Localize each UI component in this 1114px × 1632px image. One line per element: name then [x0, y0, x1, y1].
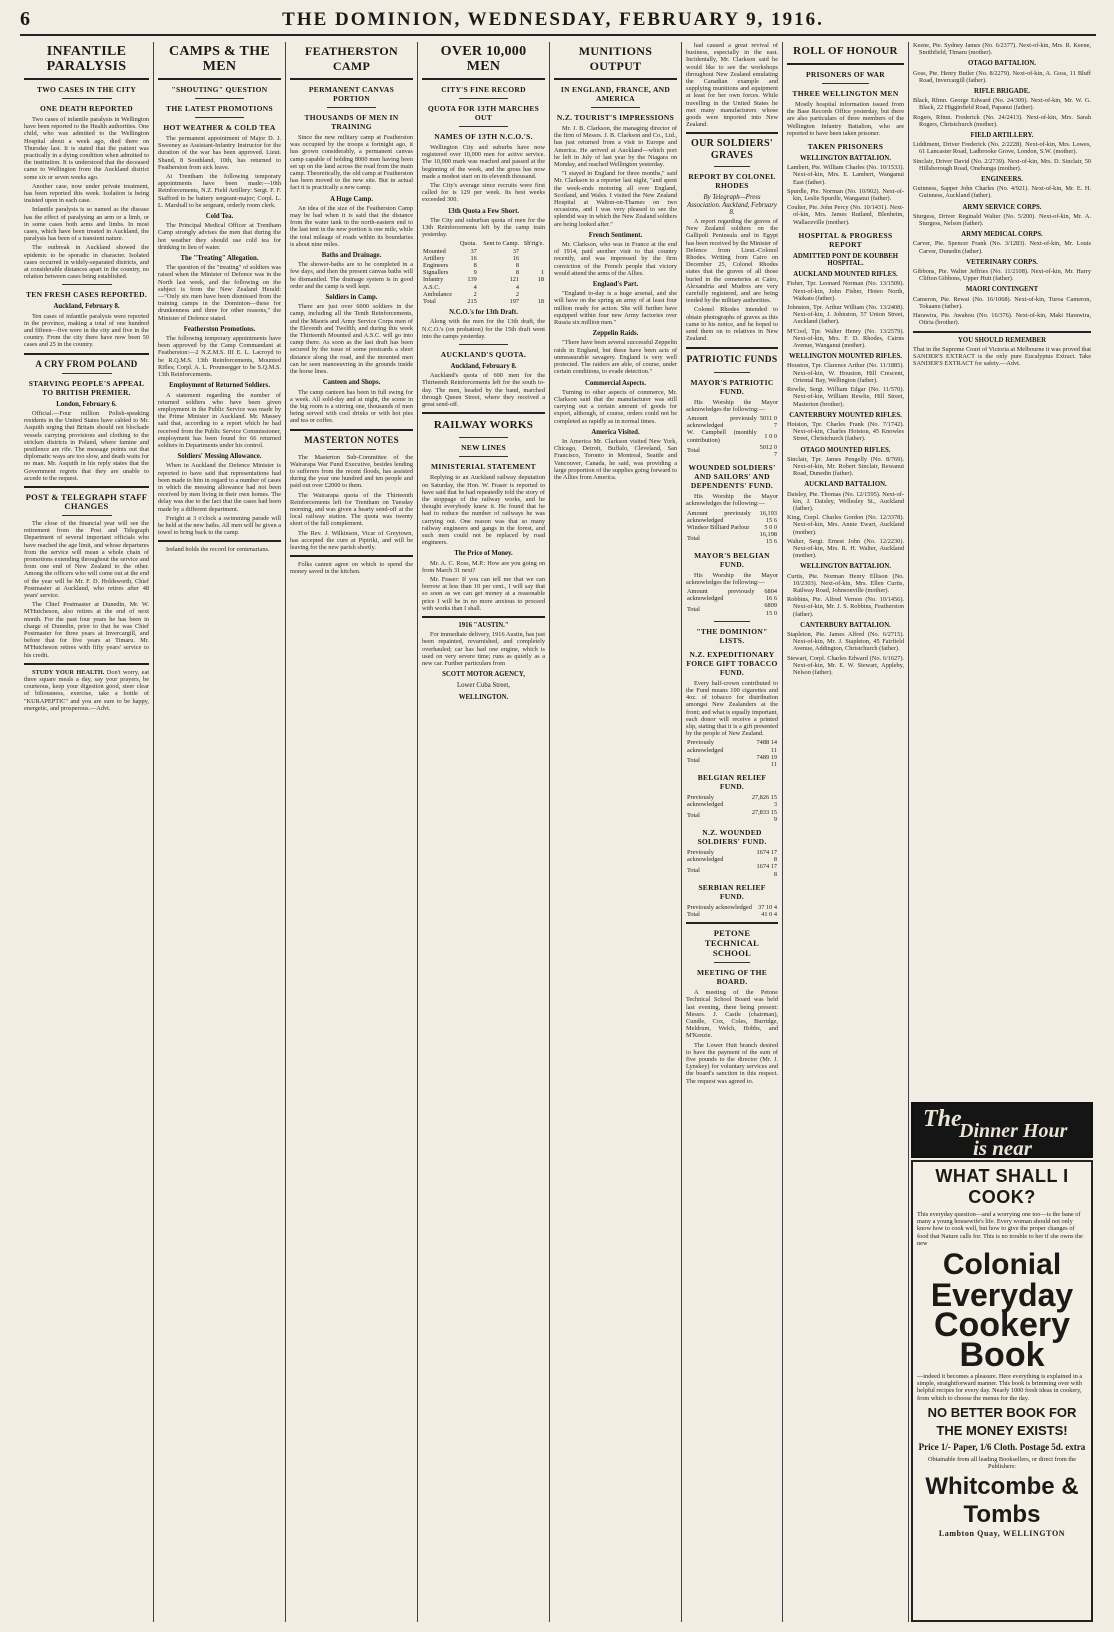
article-paragraph: The following temporary appointments have been approved by the Camp Commandant at Featherston:—2 N.Z.M.S. III E. L. Lacroyd to be R.Q.M.S. 13th Reinforcements, Mounted Rifles; Corpl. A. L. Prounsegger to be S.Q.M.S. 13th Reinforcements. — [158, 335, 281, 379]
article-paragraph: The Rev. J. Wilkinson, Vicar of Greytown, has accepted the cure at Pipiriki, and will be leaving for the new parish shortly. — [290, 529, 413, 551]
fund-table — [686, 904, 778, 918]
article-paragraph: Folks cannot agree on which to spend the money saved in the kitchen. — [290, 561, 413, 576]
subhead: POST & TELEGRAPH STAFF CHANGES — [25, 491, 148, 511]
subhead: TAKEN PRISONERS — [807, 142, 884, 152]
side-heading: N.C.O.'s for 13th Draft. — [449, 309, 518, 317]
list-item: Lambert, Pte. William Charles (No. 10/1533). Next-of-kin, Mrs. E. Lambert, Wanganui East (father). — [787, 164, 904, 186]
unit-heading: WELLINGTON BATTALION. — [799, 563, 892, 571]
unit-heading: CANTERBURY MOUNTED RIFLES. — [789, 411, 902, 419]
list-item: Stewart, Corpl. Charles Edward (No. 6/1627). Next-of-kin, Mr. E. W. Stewart, Appleby, Nelson (father). — [787, 654, 904, 676]
article-paragraph: The permanent appointment of Major D. J. Sweeney as Assistant-Infantry Instructor for the duration of the war has been approved. Lieut. Shand, 8 Southland, 10th, has returned to Featherston from sick leave. — [158, 135, 281, 171]
subhead: NEW LINES — [461, 443, 506, 453]
table-row: Engineers 8 8 — [423, 262, 520, 270]
table-row: Amount previously acknowledged 5011 0 7 — [687, 414, 777, 430]
unit-heading: RIFLE BRIGADE. — [974, 88, 1030, 96]
ad-line: is near — [973, 1136, 1032, 1158]
ad-text: Don't worry, eat three square meals a day, say your prayers, be courteous, keep your digestion good, steer clear of biliousness, exercise, take a bottle of "KURAPEPTIC" and you are sure to be happy, energetic, and prosperous.—Advt. — [24, 668, 150, 712]
subhead: MEETING OF THE BOARD. — [696, 968, 768, 987]
publisher-address: Lambton Quay, WELLINGTON — [938, 1529, 1066, 1539]
list-item: Hoiston, Tpr. Charles Frank (No. 7/1742). Next-of-kin, Charles Hoiston, 45 Knowles Street, Christchurch (father). — [787, 420, 904, 443]
table-total-row: Total 41 0 4 — [687, 911, 777, 919]
subhead: HOT WEATHER & COLD TEA — [163, 123, 276, 132]
side-heading: The Price of Money. — [454, 550, 513, 558]
article-paragraph: A statement regarding the number of returned soldiers who have been given employment in the Public Service was made by the Prime Minister in Auckland. Mr. Massey said that, according to a report which he had received from the Public Service Commissioner, employment has been found for 66 returned soldiers in Departments under his control. — [158, 391, 281, 449]
table-row: Mounted 37 37 — [423, 247, 520, 255]
table-total-row: Total 215 197 18 — [423, 298, 544, 306]
article-paragraph: Mostly hospital information issued from the Base Records Office yesterday, but there are also particulars of three members of the Wellington Infantry Battalion, who are reported to have been taken prisoner. — [787, 101, 904, 137]
article-paragraph: Auckland's quota of 600 men for the Thirteenth Reinforcements left for the south to-day. The men, headed by the band, marched through Queen Street, where they received a great send-off. — [422, 372, 545, 409]
subhead: NAMES OF 13TH N.C.O.'S. — [434, 132, 533, 141]
headline-petone-school: PETONE TECHNICAL SCHOOL — [704, 928, 760, 959]
subhead: N.Z. EXPEDITIONARY FORCE GIFT TOBACCO FUND. — [686, 649, 778, 677]
side-heading: Baths and Drainage. — [321, 252, 382, 260]
fund-intro: His Worship the Mayor acknowledges the following:— — [686, 398, 778, 413]
ad-heading: 1916 "AUSTIN." — [458, 621, 509, 629]
article-paragraph: Freight at 3 o'clock a swimming parade will be held at the new baths. All men will be given a towel to bring back to the camp. — [158, 514, 281, 537]
list-item: M'Cool, Tpr. Walter Henry (No. 13/2579). Next-of-kin, Mrs. F. D. Rhodes, Cairns Avenue, Wanganui (mother). — [787, 327, 904, 350]
article-paragraph: Colonel Rhodes intended to obtain photographs of graves as this came to his notice, and he hoped to send them on to relatives in New Zealand. — [686, 306, 778, 343]
list-item: Curtis, Pte. Norman Henry Ellison (No. 10/2303). Next-of-kin, Mrs. Ellen Curtis, Railway Road, Johnsonville (mother). — [787, 572, 904, 594]
side-heading: The "Treating" Allegation. — [180, 255, 259, 263]
subhead: MASTERTON NOTES — [304, 434, 399, 445]
ad-name: SCOTT MOTOR AGENCY, — [442, 671, 525, 679]
unit-heading: MAORI CONTINGENT — [965, 286, 1039, 294]
table-row: Previously acknowledged 1674 17 8 — [687, 849, 777, 864]
fund-table — [686, 794, 778, 823]
headline-camps: CAMPS & THE MEN — [168, 44, 271, 74]
list-item: Spurdle, Pte. Norman (No. 10/902). Next-of-kin, Leslie Spurdle, Wanganui (father). — [787, 187, 904, 203]
article-paragraph: "England to-day is a huge arsenal, and she will have on the spring an army of at least four million ready for action. She will further have equipped within four new Army factories over Russia six million men." — [554, 290, 677, 327]
fund-table — [686, 739, 778, 768]
article-paragraph: Mr. A. C. Ross, M.P.: How are you going on from March 31 next? — [422, 559, 545, 574]
dateline: London, February 6. — [56, 400, 117, 408]
article-paragraph: "There have been several successful Zeppelin raids in England, but these have been acts of unmeasurable savagery. England is very well protected. The raiders are able, of course, under certain conditions, to evade detection." — [554, 339, 677, 376]
subhead: WOUNDED SOLDIERS' AND SAILORS' AND DEPENDENTS' FUND. — [688, 463, 776, 491]
publisher-name: Whitcombe & Tombs — [925, 1473, 1079, 1529]
list-item: Rogers, Rfmn. Frederick (No. 24/2413). Next-of-kin, Mrs. Sarah Rogers, Christchurch (mother). — [913, 113, 1091, 128]
headline-featherston: FEATHERSTON CAMP — [305, 44, 398, 73]
subhead: A CRY FROM POLAND — [35, 358, 138, 369]
ad-line: The — [923, 1106, 962, 1132]
list-item: Coulter, Pte. John Percy (No. 10/1431). Next-of-kin, Mrs. James Rutland, Blenheim, Wallaceville (mother). — [787, 204, 904, 226]
table-row: Artillery 16 16 — [423, 254, 520, 262]
column-3 — [286, 42, 417, 1622]
table-row: Previously acknowledged 37 10 4 — [687, 903, 777, 911]
article-paragraph: The City's average since recruits were first called for is 129 per week. Its best weeks exceeded 300. — [422, 182, 545, 204]
article-paragraph: There are just over 6000 soldiers in the camp, including all the Tenth Reinforcements, and the Maoris and Army Service Corps men of the Eleventh and Twelfth, and during this week the Thirteenth Mounted and A.S.C. will go into camp there. As soon as the last draft has been secured by the issue of some postcards a short distance along the road, and the mounted men can be seen manoeuvring in the grounds inside the horse lines. — [290, 303, 413, 376]
ad-blurb: —indeed it becomes a pleasure. Here everything is explained in a simple, straightforward manner. This book is brimming over with helpful recipes for every day. Nearly 1000 fresh ideas in cookery, from which to choose the menus for the day. — [917, 1373, 1083, 1402]
article-paragraph: Official.—Four million Polish-speaking residents in the United States have cabled to Mr. Asquith urging that Britain should not blockade vessels carrying provisions and clothing to the stricken districts in Poland, where famine and pestilence are rife. The message points out that diplomatic ways are too slow, and death waits for no man. Mr. Asquith in his reply states that the Government regrets that they are unable to accede to the request. — [24, 409, 149, 482]
ad-obtain: Obtainable from all leading Booksellers, or direct from the Publishers: — [927, 1455, 1077, 1471]
subhead: THE LATEST PROMOTIONS — [166, 104, 273, 113]
ad-question: WHAT SHALL I COOK? — [935, 1166, 1069, 1207]
table-row: W. Campbell (monthly contribution) 1 0 0 — [687, 429, 777, 444]
side-heading: 13th Quota a Few Short. — [447, 207, 520, 215]
ad-text: For immediate delivery, 1916 Austin, has just been repainted, revarnished, and completely overhauled; car has had one engine, which is used on very severe time; runs as quietly as a new car. Further particulars from — [422, 631, 545, 667]
article-paragraph: The Chief Postmaster at Dunedin, Mr. W. M'Hutcheson, also retires at the end of next month. For the past four years he has been in charge of Dunedin, prior to that he was Chief Postmaster for three years at Invercargill, and before that for five years at Timaru. Mr. M'Hutcheson retires with fifty years' service to his credit. — [24, 601, 149, 659]
book-title-line: Colonial — [942, 1248, 1062, 1282]
table-row: A.S.C. 4 4 — [423, 283, 520, 291]
list-item: Walter, Sergt. Ernest John (No. 12/2230). Next-of-kin, Mrs. R. H. Walter, Auckland (mother). — [787, 537, 904, 560]
column-5 — [550, 42, 681, 1622]
side-heading: Commercial Aspects. — [584, 379, 647, 387]
table-row: Signallers 9 8 1 — [423, 269, 544, 277]
article-paragraph: Ireland holds the record for centenarians. — [166, 546, 270, 554]
article-paragraph: The camp canteen has been in full swing for a week. All sold-day and at night, the scene in the big room is a stirring one, thousands of men being served with cool drinks or with hot pies and tea or coffee. — [290, 388, 413, 425]
list-item: Harawira, Pte. Awahou (No. 16/376). Next-of-kin, Maki Harawira, Otiria (brother). — [913, 312, 1091, 327]
subhead: PERMANENT CANVAS PORTION — [308, 85, 395, 103]
subhead: N.Z. TOURIST'S IMPRESSIONS — [556, 113, 675, 122]
table-row: Previously acknowledged 7488 14 11 — [687, 739, 777, 754]
unit-heading: WELLINGTON MOUNTED RIFLES. — [789, 353, 902, 361]
unit-heading: OTAGO BATTALION. — [968, 60, 1036, 68]
unit-heading: ENGINEERS. — [981, 176, 1023, 184]
table-total-row: Total 27,833 15 9 — [687, 808, 777, 823]
ad-price: Price 1/- Paper, 1/6 Cloth. Postage 5d. extra — [918, 1441, 1086, 1452]
article-paragraph: Ten cases of infantile paralysis were reported in the province, making a total of one hundred and fifteen—five were in the city and five in the country. From the city there have now been 50 cases and 25 in the country. — [24, 312, 149, 349]
dateline: Auckland, February 8. — [450, 363, 517, 371]
unit-heading: OTAGO MOUNTED RIFLES. — [800, 446, 891, 454]
side-heading: French Sentiment. — [588, 231, 643, 239]
subhead: "THE DOMINION" LISTS. — [696, 626, 768, 645]
article-paragraph: Turning to other aspects of commerce, Mr. Clarkson said that the manufacturer was still carrying out a certain amount of goods for export, although, of course, orders could not be completed as rapidly as in normal times. — [554, 388, 677, 425]
subhead: STARVING PEOPLE'S APPEAL TO BRITISH PREMIER. — [28, 378, 145, 397]
headline-infantile-paralysis: INFANTILE PARALYSIS — [46, 44, 127, 74]
article-paragraph: Mr. J. B. Clarkson, the managing director of the firm of Messrs. J. B. Clarkson and Co., Ltd., has just returned from a visit to Europe and America. He arrived at Auckland—which port he left in July of last year by the Niagara on Monday, and reached Wellington yesterday. — [554, 125, 677, 169]
list-item: Black, Rfmn. George Edward (No. 24/309). Next-of-kin, Mr. W. G. Black, 22 Higginfield Road, Papanui (father). — [913, 97, 1091, 112]
side-heading: America Visited. — [591, 428, 640, 436]
subhead: THREE WELLINGTON MEN — [792, 89, 899, 98]
fund-intro: His Worship the Mayor acknowledges the following:— — [686, 571, 778, 586]
unit-heading: ARMY SERVICE CORPS. — [962, 203, 1042, 211]
list-item: King, Corpl. Charles Gordon (No. 12/3378). Next-of-kin, Mrs. Annie Ewart, Auckland (mother). — [787, 514, 904, 536]
article-paragraph: A meeting of the Petone Technical School Board was held last evening, there being present: Messrs. J. Castle (chairman), Cundle, Cox, Coles, Burridge, Meldrum, Welch, Hobbs, and M'Kenzie. — [686, 989, 778, 1040]
table-total-row: Total 16,198 15 6 — [687, 531, 777, 546]
unit-heading: WELLINGTON BATTALION. — [799, 155, 892, 163]
dinner-hour-advert — [911, 1102, 1093, 1158]
list-item: Sinclair, Driver David (No. 2/2739). Next-of-kin, Mrs. D. Sinclair, 50 Hillsborough Road, Onehunga (mother). — [913, 157, 1091, 172]
column-1 — [20, 42, 153, 1622]
unit-heading: FIELD ARTILLERY. — [970, 132, 1034, 140]
column-6 — [682, 42, 782, 1622]
article-paragraph: Two cases of infantile paralysis in Wellington have been reported to the Health authorities. One child, who was admitted to the Wellington Hospital about a week ago, died there on Thursday last. It is stated that the patient was practically in a dying condition when admitted to the institution. It is understood that the deceased came to Wellington from the Auckland district some six or seven weeks ago. — [24, 116, 149, 181]
list-item: Stapleton, Pte. James Alfred (No. 6/2715). Next-of-kin, Mr. J. Stapleton, 45 Fairfield Avenue, Addington, Christchurch (father). — [787, 630, 904, 653]
unit-heading: CANTERBURY BATTALION. — [800, 621, 891, 629]
article-paragraph: The Lower Hutt branch desired to have the payment of the sum of five pounds to the director (Mr. J. Lynskey) for voluntary services and the board's sanction in this respect. The request was agreed to. — [686, 1041, 778, 1085]
ad-slogan: THE MONEY EXISTS! — [936, 1422, 1068, 1438]
book-title-line: Everyday — [930, 1277, 1074, 1314]
fund-table — [686, 588, 778, 617]
article-paragraph: had caused a great revival of business, especially in the east. Incidentally, Mr. Clarkson said he would like to see the workshops throughout New Zealand emulating the Canadian example and supplying munitions and equipment at least for her own forces. While travelling in the United States he met many manufacturers whose goods were imported into New Zealand. — [686, 42, 778, 129]
side-heading: Soldiers in Camp. — [325, 294, 378, 302]
subhead: QUOTA FOR 13TH MARCHES OUT — [427, 104, 540, 122]
article-paragraph: Infantile paralysis is so named as the disease has the effect of paralysing an arm or a limb, or in some cases both arms and limbs. In most cases, which have been treated in Auckland, the paralysis has been of a transient nature. — [24, 206, 149, 243]
subhead: N.Z. WOUNDED SOLDIERS' FUND. — [697, 828, 767, 847]
fund-table — [686, 510, 778, 546]
subhead: TWO CASES IN THE CITY — [36, 85, 137, 94]
table-row: Infantry 139 121 18 — [423, 276, 544, 284]
unit-heading: VETERINARY CORPS. — [966, 258, 1038, 266]
advertisement — [24, 669, 149, 712]
article-paragraph: The Principal Medical Officer at Trentham Camp strongly advises the men that during the hot weather they should use cold tea for drinking in lieu of water. — [158, 222, 281, 251]
headline-patriotic-funds: PATRIOTIC FUNDS — [686, 354, 778, 365]
headline-railway-works: RAILWAY WORKS — [433, 419, 534, 432]
fund-intro: His Worship the Mayor acknowledges the following:— — [686, 493, 778, 508]
quota-table — [422, 240, 545, 305]
table-total-row: Total 7489 19 11 — [687, 753, 777, 768]
subhead: ONE DEATH REPORTED — [40, 104, 133, 113]
list-item: Gibbons, Pte. Walter Jeffries (No. 11/2108). Next-of-kin, Mr. Harry Clifton Gibbons, Upper Hutt (father). — [913, 268, 1091, 283]
subhead: MAYOR'S BELGIAN FUND. — [694, 550, 770, 569]
side-heading: England's Part. — [592, 281, 639, 289]
table-total-row: Total 1674 17 8 — [687, 863, 777, 878]
headline-munitions: MUNITIONS OUTPUT — [578, 44, 653, 73]
headline-soldiers-graves: OUR SOLDIERS' GRAVES — [691, 138, 773, 162]
list-item: Sturgess, Driver Reginald Walter (No. 5/200). Next-of-kin, Mr. A. Sturgess, Nelson (father). — [913, 212, 1091, 228]
side-heading: Featherston Promotions. — [183, 325, 256, 333]
article-paragraph: Another case, now under private treatment, has been reported this week. Isolation is being insisted upon in each case. — [24, 182, 149, 205]
headline-over-10000: OVER 10,000 MEN — [440, 44, 527, 74]
ad-heading: STUDY YOUR HEALTH. — [32, 668, 105, 676]
ad-city: WELLINGTON. — [458, 693, 509, 701]
list-item: Carver, Pte. Spencer Frank (No. 3/1283). Next-of-kin, Mr. Louis Carver, Dunedin (father). — [913, 240, 1091, 255]
ad-slogan: NO BETTER BOOK FOR — [927, 1404, 1077, 1420]
masthead — [20, 8, 1096, 36]
list-item: Liddiment, Driver Frederick (No. 2/2228). Next-of-kin, Mrs. Lowes, 61 Lancaster Road, Ladbrooke Grove, London, S.W. (mother). — [913, 141, 1091, 156]
dateline: By Telegraph—Press Association. Auckland, February 8. — [687, 194, 777, 216]
ad-intro: This everyday question—and a worrying one too—is the bane of many a young housewife's life. Every woman should not only know how to cook well, but how to give the proper changes of food that Nature calls for. This is no trouble to her if she owns the new — [917, 1211, 1083, 1247]
article-paragraph: Since the new military camp at Featherston was occupied by the troops a fortnight ago, it has grown considerably, a permanent canvas camp capable of holding 8000 men having been set up on the land across the road from the main camp. Theoretically, the old camp at Featherston has been moved to the new site. But in actual fact it is practically a new camp. — [290, 134, 413, 192]
subhead: TEN FRESH CASES REPORTED. — [25, 290, 147, 300]
article-paragraph: The Masterton Sub-Committee of the Wairarapa War Fund Executive, besides lending to sufferers from the recent floods, has assisted during the year one hundred and ten people and paid out over £2000 to them. — [290, 453, 413, 490]
article-paragraph: An idea of the size of the Featherston Camp may be had when it is said that the distance from the water tank in the north-eastern end to the last tent in the new portion is one mile, while the total mileage of roads within its boundaries is about nine miles. — [290, 204, 413, 248]
list-item: Houston, Tpr. Clarence Arthur (No. 11/1885). Next-of-kin, W. Houston, Hill Crescent, Oriental Bay, Wellington (father). — [787, 362, 904, 384]
table-row: Amount previously acknowledged 16,193 15 6 — [687, 509, 777, 524]
table-header-row: Quota. Sent to Camp. Sh'rtg'e. — [459, 240, 544, 248]
article-paragraph: The shower-baths are to be completed in a few days, and then the present canvas baths will be dismantled. The drainage system is in good order and the camp is well kept. — [290, 261, 413, 290]
list-item: Daisley, Pte. Thomas (No. 12/1595). Next-of-kin, J. Daisley, Wellesley St., Auckland (father). — [787, 490, 904, 512]
subhead: HOSPITAL & PROGRESS REPORT — [798, 230, 893, 249]
subhead: THOUSANDS OF MEN IN TRAINING — [304, 113, 399, 131]
subhead: MAYOR'S PATRIOTIC FUND. — [690, 377, 774, 396]
article-paragraph: In America Mr. Clarkson visited New York, Chicago, Detroit, Buffalo, Cleveland, San Francisco, Toronto in Montreal, Seattle and Vancouver, Canada, he said, was providing a large proportion of the supplies going forward to the Allies from America. — [554, 437, 677, 481]
ad-address: Lower Cuba Street, — [456, 682, 511, 690]
list-item: Fisher, Tpr. Leonard Norman (No. 13/1509). Next-of-kin, John Fisher, Hoteo North, Waikato (father). — [787, 280, 904, 302]
subhead: AUCKLAND'S QUOTA. — [440, 350, 527, 360]
subhead: REPORT BY COLONEL RHODES — [688, 172, 776, 191]
ad-line: Dinner Hour — [959, 1120, 1068, 1142]
article-paragraph: The close of the financial year will see the retirement from the Post and Telegraph Department of several important officials who have reached the age limit, and whose departures from the service will mean a whole chain of promotions extending throughout the service and from one end of New Zealand to the other. Among the officers who will come out at the end of the year will be Mr. F. D. Holdsworth, Chief Postmaster at Auckland, who retires after 48 years' service. — [24, 519, 149, 599]
list-item: Keene, Pte. Sydney James (No. 6/2377). Next-of-kin, Mrs. R. Keene, Smithfield, Timaru (mother). — [913, 42, 1091, 57]
column-4 — [418, 42, 549, 1622]
article-paragraph: Mr. Fraser: If you can tell me that we can borrow at less than 10 per cent., I will say that so soon as we can get money at a reasonable price I will be in no more anxious to proceed with works than I shall. — [422, 575, 545, 612]
side-heading: A Huge Camp. — [330, 195, 373, 203]
table-row: Previously acknowledged 27,826 15 3 — [687, 794, 777, 809]
column-2 — [154, 42, 285, 1622]
article-paragraph: When in Auckland the Defence Minister is reported to have said that representations had been made to him in regard to a number of cases in which the messing allowance had not been received by men living in their own homes. The delay was due to the fact that the cases had been made by a different department. — [158, 462, 281, 513]
fund-table — [686, 849, 778, 878]
table-total-row: Total 6809 15 0 — [687, 602, 777, 617]
article-paragraph: Along with the men for the 13th draft, the N.C.O.'s (on probation) for the 15th draft went into the camps yesterday. — [422, 318, 545, 340]
table-row: Ambulance 2 2 — [423, 290, 520, 298]
unit-heading: ARMY MEDICAL CORPS. — [961, 231, 1043, 239]
list-item: Guinness, Sapper John Charles (No. 4/921). Next-of-kin, Mr. E. H. Guinness, Auckland (father). — [913, 185, 1091, 200]
article-paragraph: The Wairarapa quota of the Thirteenth Reinforcements left for Trentham on Tuesday morning, and was given a hearty send-off at the local railway station. The quota was twenty short of the full complement. — [290, 491, 413, 528]
article-paragraph: A report regarding the graves of New Zealand soldiers on the Gallipoli Peninsula and in Egypt has been received by the Minister of Defence from Lieut.-Colonel Rhodes. Writing from Cairo on December 25, Colonel Rhodes states that the graves of all those buried in the cemeteries at Cairo, Alexandria and Mudros are very carefully registered, and are being tended by the military authorities. — [686, 218, 778, 305]
cookery-book-advert — [911, 1160, 1093, 1622]
list-item: Johnston, Tpr. Arthur William (No. 13/2408). Next-of-kin, J. Johnston, 57 Union Street, Auckland (father). — [787, 304, 904, 326]
subhead: IN ENGLAND, FRANCE, AND AMERICA — [560, 85, 671, 103]
subhead: MINISTERIAL STATEMENT — [430, 462, 536, 472]
list-item: Cameron, Pte. Rewai (No. 16/1068). Next-of-kin, Turoa Cameron, Tokaanu (father). — [913, 295, 1091, 310]
article-paragraph: "I stayed in England for three months," said Mr. Clarkson to a reporter last night, "and spent the week-ends motoring all over England, Scotland, and Wales. I visited the New Zealand Hospital at Walton-on-Thames on two occasions, and I was very pleased to see the splendid way in which the New Zealand soldiers are being looked after." — [554, 170, 677, 228]
unit-heading: ADMITTED PONT DE KOUBBEH HOSPITAL. — [792, 252, 899, 268]
list-item: Sinclair, Tpr. James Pengelly (No. 8/769). Next-of-kin, Mr. Robert Sinclair, Rewanui Road, Dunedin (father). — [787, 455, 904, 478]
column-8 — [909, 42, 1095, 1098]
table-row: Amount previously acknowledged 6804 16 6 — [687, 587, 777, 603]
ad-text: That in the Supreme Court of Victoria at Melbourne it was proved that SANDER'S EXTRACT is the only pure Eucalyptus Extract. Take SANDER'S EXTRACT for safety.—Advt. — [913, 345, 1091, 368]
subhead: CITY'S FINE RECORD — [441, 85, 526, 94]
fund-table — [686, 415, 778, 458]
ad-heading: YOU SHOULD REMEMBER — [958, 336, 1046, 344]
column-7 — [783, 42, 908, 1622]
article-paragraph: The question of the "treating" of soldiers was raised when the Minister of Defence was in the North last week, and the following on the subject is from the New Zealand Herald:—"Only six men have been dismissed from the training camps in the Dominion—these for drunkenness and three for other reasons," the Minister of Defence stated. — [158, 264, 281, 322]
dateline: Auckland, February 8. — [53, 303, 120, 311]
side-heading: Soldiers' Messing Allowance. — [177, 453, 262, 461]
unit-heading: AUCKLAND MOUNTED RIFLES. — [793, 271, 898, 279]
book-title-line: Cookery Book — [933, 1306, 1071, 1375]
subhead: SERBIAN RELIEF FUND. — [698, 882, 766, 901]
side-heading: Employment of Returned Soldiers. — [169, 382, 270, 390]
list-item: Goss, Pte. Henry Butler (No. 8/2279). Next-of-kin, A. Goss, 11 Bluff Road, Invercargill (father). — [913, 69, 1091, 84]
masthead-title: THE DOMINION, WEDNESDAY, FEBRUARY 9, 1916. — [282, 9, 824, 30]
table-row: Windsor Billiard Parlour 5 0 0 — [687, 523, 777, 531]
side-heading: Canteen and Shops. — [322, 379, 381, 387]
article-paragraph: Wellington City and suburbs have now registered over 10,000 men for active service. The 10,000 mark was reached and passed at the beginning of the week, and the gross has now made a modest start on its eleventh thousand. — [422, 144, 545, 180]
article-paragraph: The City and suburban quota of men for the 13th Reinforcements left by the camp train yesterday. — [422, 216, 545, 239]
article-paragraph: At Trentham the following temporary appointments have been made:—10th Reinforcements, N.Z. Field Artillery: Sergt. F. F. Stafford to be battery sergeant-major; Corpl. L. L. Marshall to be sergeant, orderly room clerk. — [158, 173, 281, 209]
unit-heading: AUCKLAND BATTALION. — [804, 481, 887, 489]
page-number: 6 — [20, 8, 30, 30]
side-heading: Zeppelin Raids. — [592, 330, 639, 338]
table-total-row: Total 5012 0 7 — [687, 443, 777, 458]
headline-roll-of-honour: ROLL OF HONOUR — [793, 45, 898, 57]
side-heading: Cold Tea. — [205, 213, 234, 221]
article-paragraph: Replying to an Auckland railway deputation on Saturday, the Hon. W. Fraser is reported to have said that he had repeatedly told the story of the stoppage of the railway works, and he thought everybody knew it. He found that he had to reduce the number of railways he was carrying out. One reason was that so many railway engineers and gangs in the forest, and such men could not be replaced by road engineers. — [422, 474, 545, 547]
article-paragraph: The outbreak in Auckland showed the epidemic to be sporadic in character. Isolated cases occurred in widely-separated districts, and at considerable distances apart in the country, no relation between cases being established. — [24, 244, 149, 281]
list-item: Rewlie, Sergt. William Edgar (No. 11/570). Next-of-kin, William Rewlie, Hill Street, Masterton (brother). — [787, 386, 904, 408]
article-paragraph: Mr. Clarkson, who was in France at the end of 1914, paid another visit to that country recently, and was impressed by the firm conviction of the French people that victory would attend the arms of the Allies. — [554, 241, 677, 277]
article-paragraph: Every half-crown contributed to the Fund means 100 cigarettes and 4oz. of tobacco for distribution amongst New Zealanders at the front; and what is equally important, each donor will receive a printed slip, stating that it is a gift presented by the people of New Zealand. — [686, 679, 778, 738]
list-item: Robbins, Pte. Alfred Vernon (No. 10/1456). Next-of-kin, Mr. J. S. Robbins, Featherston (father). — [787, 596, 904, 618]
subhead: PRISONERS OF WAR — [806, 70, 885, 79]
subhead: "SHOUTING" QUESTION — [171, 85, 268, 94]
subhead: BELGIAN RELIEF FUND. — [697, 773, 767, 792]
